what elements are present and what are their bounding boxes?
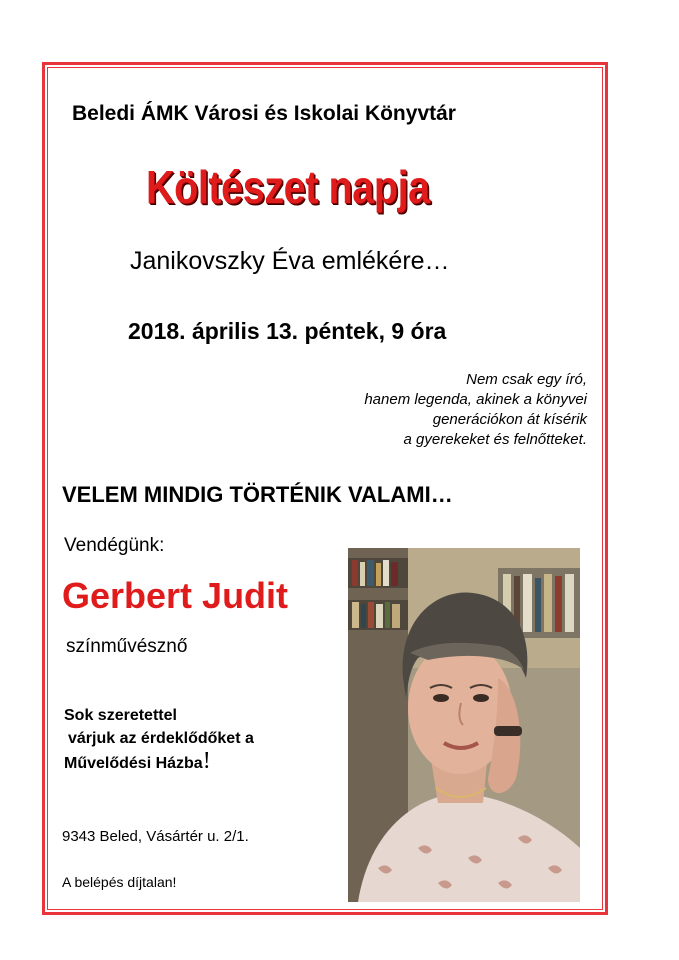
quote-block xyxy=(364,370,587,450)
guest-name: Gerbert Judit xyxy=(62,575,289,616)
invite-line: Sok szeretettel xyxy=(64,707,177,724)
guest-label: Vendégünk: xyxy=(64,535,165,556)
quote-line: hanem legenda, akinek a könyvei xyxy=(364,391,587,408)
guest-portrait-photo xyxy=(348,548,580,902)
invite-line: várjuk az érdeklődőket a xyxy=(68,730,254,747)
organization-name: Beledi ÁMK Városi és Iskolai Könyvtár xyxy=(72,102,456,125)
event-title: Költészet napja xyxy=(146,161,430,213)
book-title: VELEM MINDIG TÖRTÉNIK VALAMI… xyxy=(62,482,453,507)
quote-line: Nem csak egy író, xyxy=(466,371,587,388)
event-date: 2018. április 13. péntek, 9 óra xyxy=(128,318,447,344)
invitation-text xyxy=(64,704,254,775)
invite-venue: Művelődési Házba xyxy=(64,755,203,772)
venue-address: 9343 Beled, Vásártér u. 2/1. xyxy=(62,828,249,845)
memorial-line: Janikovszky Éva emlékére… xyxy=(130,247,450,275)
guest-role: színművésznő xyxy=(66,636,188,657)
invite-exclamation: ! xyxy=(202,748,211,774)
invite-line-venue xyxy=(64,750,254,775)
entry-note: A belépés díjtalan! xyxy=(62,874,177,890)
quote-line: a gyerekeket és felnőtteket. xyxy=(403,431,587,448)
quote-line: generációkon át kísérik xyxy=(432,411,587,428)
